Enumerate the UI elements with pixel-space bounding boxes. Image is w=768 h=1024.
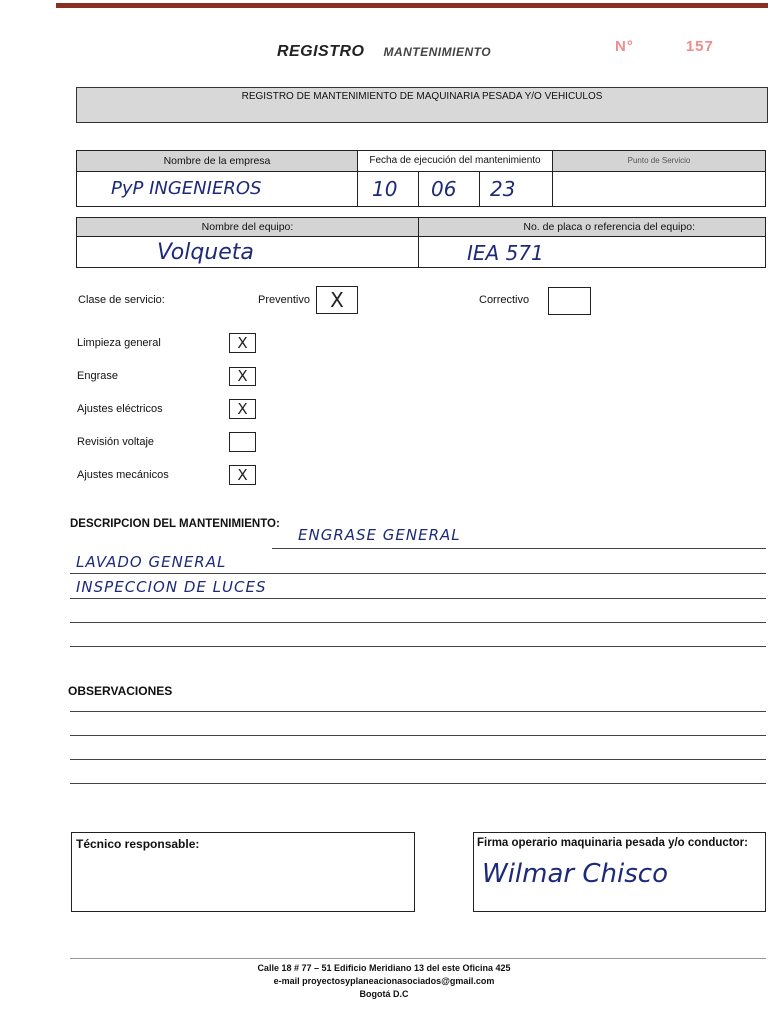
observations-rule-2	[70, 735, 766, 736]
equipment-header-cell	[76, 217, 419, 237]
service-point-cell[interactable]	[552, 171, 766, 207]
description-rule-1	[272, 548, 766, 549]
form-number	[615, 38, 714, 55]
observations-rule-4	[70, 783, 766, 784]
checklist-box-voltage[interactable]	[229, 432, 256, 452]
date-header-cell	[357, 150, 553, 172]
equipment-header: Nombre del equipo:	[201, 221, 294, 233]
checklist-box-cleaning[interactable]: X	[229, 333, 256, 353]
form-number-prefix: N°	[615, 38, 634, 55]
form-number-value: 157	[685, 38, 714, 55]
title-sub: MANTENIMIENTO	[383, 45, 492, 59]
technician-box[interactable]	[71, 832, 415, 912]
plate-header: No. de placa o referencia del equipo:	[523, 221, 695, 233]
footer-city: Bogotá D.C	[359, 989, 409, 999]
checklist-box-greasing[interactable]: X	[229, 367, 256, 386]
checklist-label-electrical: Ajustes eléctricos	[77, 403, 163, 415]
date-month-cell[interactable]	[418, 171, 480, 207]
operator-label: Firma operario maquinaria pesada y/o conductor:	[477, 837, 748, 849]
top-border	[56, 3, 768, 8]
plate-cell[interactable]	[418, 236, 766, 268]
preventive-checkbox[interactable]: X	[316, 286, 358, 314]
company-header: Nombre de la empresa	[163, 155, 271, 167]
date-year: 23	[490, 177, 516, 201]
checklist-label-mechanical: Ajustes mecánicos	[77, 469, 169, 481]
service-point-header: Punto de Servicio	[627, 156, 691, 165]
footer-address: Calle 18 # 77 – 51 Edificio Meridiano 13 del este Oficina 425	[257, 963, 511, 973]
description-rule-5	[70, 646, 766, 647]
footer	[0, 962, 768, 1001]
operator-signature-box[interactable]	[473, 832, 766, 912]
company-name-cell[interactable]	[76, 171, 358, 207]
plate-header-cell	[418, 217, 766, 237]
description-line-3: INSPECCION DE LUCES	[76, 578, 267, 596]
technician-label: Técnico responsable:	[76, 837, 200, 851]
checklist-label-cleaning: Limpieza general	[77, 337, 161, 349]
preventive-label: Preventivo	[258, 294, 310, 306]
observations-rule-1	[70, 711, 766, 712]
company-name: PyP INGENIEROS	[111, 178, 262, 199]
date-year-cell[interactable]	[479, 171, 553, 207]
equipment-name: Volqueta	[157, 240, 254, 265]
title-main: REGISTRO	[276, 43, 365, 60]
footer-email: e-mail proyectosyplaneacionasociados@gmail.com	[273, 976, 495, 986]
description-rule-2	[70, 573, 766, 574]
form-banner	[76, 87, 768, 123]
date-day-cell[interactable]	[357, 171, 419, 207]
description-rule-4	[70, 622, 766, 623]
checklist-label-voltage: Revisión voltaje	[77, 436, 155, 448]
service-class-label: Clase de servicio:	[78, 294, 165, 306]
description-line-1: ENGRASE GENERAL	[298, 526, 461, 544]
banner-text: REGISTRO DE MANTENIMIENTO DE MAQUINARIA PESADA Y/O VEHICULOS	[241, 91, 603, 102]
checklist-box-mechanical[interactable]: X	[229, 465, 256, 485]
description-rule-3	[70, 598, 766, 599]
observations-label: OBSERVACIONES	[68, 684, 173, 698]
observations-rule-3	[70, 759, 766, 760]
plate-value: IEA 571	[467, 241, 544, 265]
equipment-name-cell[interactable]	[76, 236, 419, 268]
corrective-label: Correctivo	[479, 294, 530, 306]
service-point-header-cell	[552, 150, 766, 172]
company-header-cell	[76, 150, 358, 172]
operator-signature: Wilmar Chisco	[482, 859, 668, 889]
date-day: 10	[372, 177, 398, 201]
description-line-2: LAVADO GENERAL	[76, 553, 227, 571]
checklist-label-greasing: Engrase	[77, 370, 118, 382]
footer-rule	[70, 958, 766, 959]
description-label: DESCRIPCION DEL MANTENIMIENTO:	[70, 518, 280, 530]
checklist-box-electrical[interactable]: X	[229, 399, 256, 419]
date-month: 06	[431, 177, 457, 201]
corrective-checkbox[interactable]	[548, 287, 591, 315]
date-header: Fecha de ejecución del mantenimiento	[369, 155, 541, 166]
